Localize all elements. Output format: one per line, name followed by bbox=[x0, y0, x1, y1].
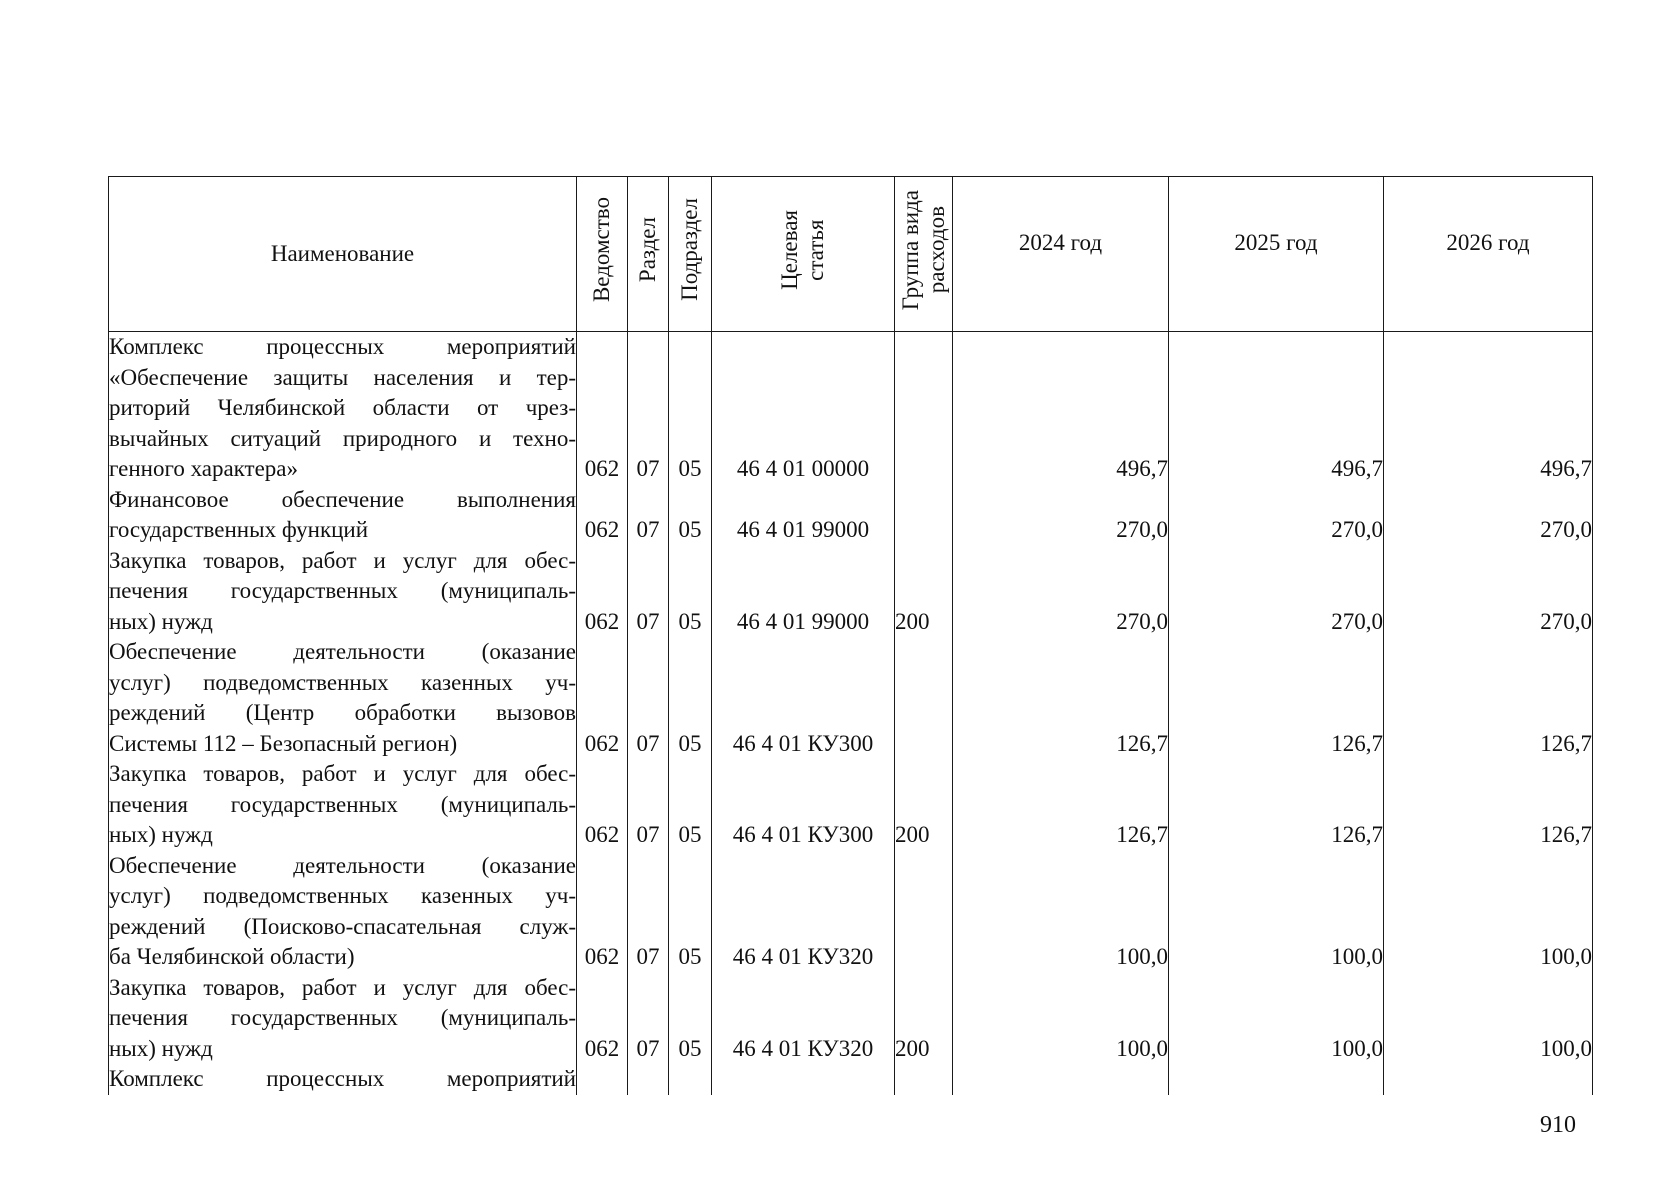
row-name-line: услуг) подведомственных казенных уч- bbox=[109, 883, 576, 908]
header-expense-group-line1: Группа вида bbox=[897, 189, 923, 310]
row-name-line: печения государственных (муниципаль- bbox=[109, 578, 576, 603]
table-header-row bbox=[109, 177, 1593, 332]
row-value-2026 bbox=[1384, 1064, 1593, 1095]
table-row bbox=[109, 332, 1593, 485]
row-department: 062 bbox=[577, 485, 628, 546]
header-target-line2: статья bbox=[803, 219, 828, 281]
row-name-line: ных) нужд bbox=[109, 822, 213, 847]
row-department: 062 bbox=[577, 759, 628, 851]
row-subsection bbox=[669, 1064, 712, 1095]
row-value-2024: 270,0 bbox=[953, 546, 1169, 638]
row-name bbox=[109, 546, 577, 638]
row-subsection: 05 bbox=[669, 546, 712, 638]
row-section: 07 bbox=[628, 485, 669, 546]
row-name-line: Финансовое обеспечение выполнения bbox=[109, 486, 576, 512]
row-name bbox=[109, 485, 577, 546]
row-department: 062 bbox=[577, 973, 628, 1065]
row-value-2024: 126,7 bbox=[953, 637, 1169, 759]
header-name-label: Наименование bbox=[270, 240, 415, 266]
row-value-2026: 126,7 bbox=[1384, 637, 1593, 759]
row-value-2026: 496,7 bbox=[1384, 332, 1593, 485]
header-department-label: Ведомство bbox=[589, 197, 614, 303]
row-expense-group: 200 bbox=[895, 546, 953, 638]
row-section: 07 bbox=[628, 759, 669, 851]
header-year-2026-label: 2026 год bbox=[1446, 229, 1530, 255]
row-name bbox=[109, 637, 577, 759]
row-name-line: Комплекс процессных мероприятий bbox=[109, 334, 576, 359]
row-value-2024 bbox=[953, 1064, 1169, 1095]
row-value-2025: 100,0 bbox=[1169, 851, 1384, 973]
row-name-line: Закупка товаров, работ и услуг для обес- bbox=[109, 547, 576, 573]
table-row bbox=[109, 485, 1593, 546]
row-target-article: 46 4 01 КУ320 bbox=[712, 851, 895, 973]
row-name-line: печения государственных (муниципаль- bbox=[109, 1005, 576, 1030]
row-section: 07 bbox=[628, 332, 669, 485]
row-target-article: 46 4 01 99000 bbox=[712, 546, 895, 638]
header-target-article-label bbox=[777, 210, 829, 290]
header-expense-group-line2: расходов bbox=[923, 206, 949, 294]
row-subsection: 05 bbox=[669, 332, 712, 485]
row-value-2025: 126,7 bbox=[1169, 637, 1384, 759]
row-target-article: 46 4 01 КУ300 bbox=[712, 637, 895, 759]
row-expense-group: 200 bbox=[895, 973, 953, 1065]
row-name-line: Обеспечение деятельности (оказание bbox=[109, 852, 576, 878]
header-expense-group bbox=[895, 177, 953, 332]
row-name-line: Комплекс процессных мероприятий bbox=[109, 1066, 576, 1091]
row-name-line: Закупка товаров, работ и услуг для обес- bbox=[109, 974, 576, 1000]
header-target-article bbox=[712, 177, 895, 332]
header-year-2025 bbox=[1169, 177, 1384, 332]
row-value-2026: 270,0 bbox=[1384, 485, 1593, 546]
row-department: 062 bbox=[577, 637, 628, 759]
budget-table bbox=[108, 176, 1593, 1095]
row-target-article: 46 4 01 00000 bbox=[712, 332, 895, 485]
row-name-line: Обеспечение деятельности (оказание bbox=[109, 639, 576, 664]
row-department: 062 bbox=[577, 546, 628, 638]
row-subsection: 05 bbox=[669, 485, 712, 546]
page-number: 910 bbox=[1540, 1112, 1576, 1138]
row-value-2025 bbox=[1169, 1064, 1384, 1095]
row-department bbox=[577, 1064, 628, 1095]
row-name-line: риторий Челябинской области от чрез- bbox=[109, 395, 576, 420]
row-value-2025: 270,0 bbox=[1169, 546, 1384, 638]
header-section-label: Раздел bbox=[635, 217, 660, 283]
row-value-2024: 126,7 bbox=[953, 759, 1169, 851]
row-value-2025: 126,7 bbox=[1169, 759, 1384, 851]
row-name bbox=[109, 1064, 577, 1095]
row-name-line: «Обеспечение защиты населения и тер- bbox=[109, 364, 576, 390]
row-name-line: реждений (Поисково-спасательная служ- bbox=[109, 913, 576, 939]
row-value-2026: 126,7 bbox=[1384, 759, 1593, 851]
row-expense-group bbox=[895, 637, 953, 759]
row-section bbox=[628, 1064, 669, 1095]
row-name bbox=[109, 851, 577, 973]
row-expense-group: 200 bbox=[895, 759, 953, 851]
row-expense-group bbox=[895, 485, 953, 546]
row-name-line: Закупка товаров, работ и услуг для обес- bbox=[109, 761, 576, 786]
row-value-2024: 100,0 bbox=[953, 973, 1169, 1065]
row-value-2025: 270,0 bbox=[1169, 485, 1384, 546]
row-subsection: 05 bbox=[669, 851, 712, 973]
table-row bbox=[109, 637, 1593, 759]
row-target-article: 46 4 01 99000 bbox=[712, 485, 895, 546]
row-subsection: 05 bbox=[669, 973, 712, 1065]
row-subsection: 05 bbox=[669, 759, 712, 851]
row-value-2025: 100,0 bbox=[1169, 973, 1384, 1065]
row-value-2026: 100,0 bbox=[1384, 851, 1593, 973]
row-name bbox=[109, 332, 577, 485]
row-value-2024: 270,0 bbox=[953, 485, 1169, 546]
row-value-2026: 100,0 bbox=[1384, 973, 1593, 1065]
row-name-line: государственных функций bbox=[109, 517, 369, 542]
row-target-article: 46 4 01 КУ300 bbox=[712, 759, 895, 851]
header-name bbox=[109, 177, 577, 332]
table-row bbox=[109, 973, 1593, 1065]
row-name-line: генного характера» bbox=[109, 456, 299, 481]
header-subsection-label: Подраздел bbox=[677, 198, 702, 302]
header-year-2025-label: 2025 год bbox=[1234, 229, 1318, 255]
table-row-continued bbox=[109, 1064, 1593, 1095]
header-year-2026 bbox=[1384, 177, 1593, 332]
table-row bbox=[109, 759, 1593, 851]
row-section: 07 bbox=[628, 637, 669, 759]
header-year-2024-label: 2024 год bbox=[1018, 229, 1103, 255]
table-body bbox=[109, 332, 1593, 1095]
row-value-2026: 270,0 bbox=[1384, 546, 1593, 638]
row-name-line: вычайных ситуаций природного и техно- bbox=[109, 425, 576, 451]
row-target-article bbox=[712, 1064, 895, 1095]
header-expense-group-label bbox=[898, 190, 950, 310]
row-name-line: ных) нужд bbox=[109, 1035, 213, 1061]
row-name-line: печения государственных (муниципаль- bbox=[109, 791, 576, 817]
row-name-line: реждений (Центр обработки вызовов bbox=[109, 700, 576, 725]
row-section: 07 bbox=[628, 546, 669, 638]
row-subsection: 05 bbox=[669, 637, 712, 759]
row-expense-group bbox=[895, 332, 953, 485]
table-row bbox=[109, 546, 1593, 638]
row-name-line: ба Челябинской области) bbox=[109, 944, 355, 969]
row-expense-group bbox=[895, 1064, 953, 1095]
row-target-article: 46 4 01 КУ320 bbox=[712, 973, 895, 1065]
header-department bbox=[577, 177, 628, 332]
header-year-2024 bbox=[953, 177, 1169, 332]
table-row bbox=[109, 851, 1593, 973]
row-expense-group bbox=[895, 851, 953, 973]
row-name bbox=[109, 759, 577, 851]
row-department: 062 bbox=[577, 851, 628, 973]
header-section bbox=[628, 177, 669, 332]
row-name-line: ных) нужд bbox=[109, 608, 213, 634]
header-subsection bbox=[669, 177, 712, 332]
row-value-2025: 496,7 bbox=[1169, 332, 1384, 485]
header-target-line1: Целевая bbox=[777, 209, 802, 290]
row-section: 07 bbox=[628, 973, 669, 1065]
row-section: 07 bbox=[628, 851, 669, 973]
row-value-2024: 496,7 bbox=[953, 332, 1169, 485]
row-name-line: Системы 112 – Безопасный регион) bbox=[109, 730, 458, 756]
row-name bbox=[109, 973, 577, 1065]
row-value-2024: 100,0 bbox=[953, 851, 1169, 973]
row-department: 062 bbox=[577, 332, 628, 485]
row-name-line: услуг) подведомственных казенных уч- bbox=[109, 669, 576, 695]
